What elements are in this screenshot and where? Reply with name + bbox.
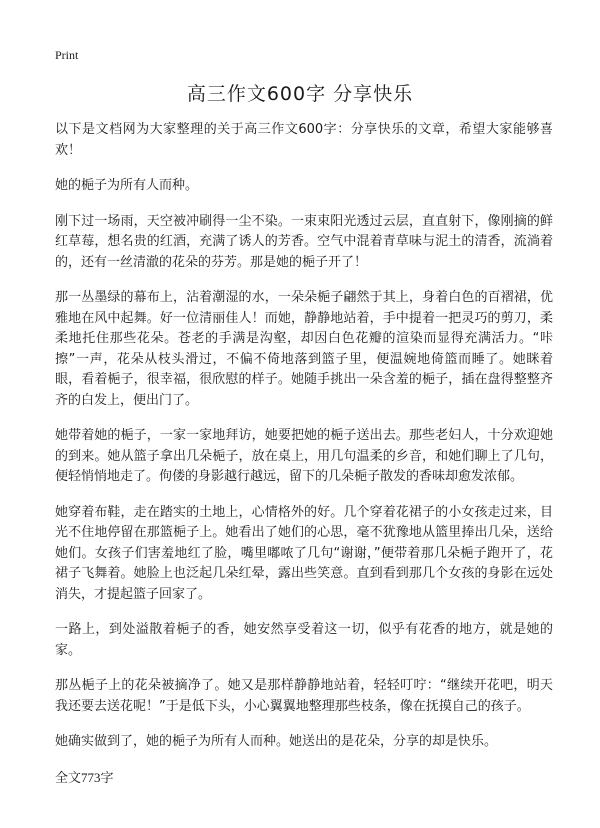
document-body	[55, 120, 553, 803]
body-paragraph: 一路上，到处溢散着梔子的香，她安然享受着这一切，似乎有花香的地方，就是她的家。	[55, 622, 553, 658]
body-paragraph: 她带着她的梔子，一家一家地拜访，她要把她的梔子送出去。那些老妇人，十分欢迎她的到来。她从篮子拿出几朵梔子，放在桌上，用几句温柔的乡音，和她们聊上了几句，便轻悄悄地走了。佝偻的身影越行越远，留下的几朵梔子散发的香味却愈发浓郁。	[55, 428, 553, 484]
body-paragraph: 她确实做到了，她的梔子为所有人而种。她送出的是花朵，分享的却是快乐。	[55, 734, 498, 749]
intro-paragraph: 以下是文档网为大家整理的关于高三作文600字：分享快乐的文章，希望大家能够喜欢！	[55, 122, 553, 158]
document-title: 高三作文600字 分享快乐	[186, 83, 414, 105]
body-paragraph: 那一丛墨绿的幕布上，沾着潮湿的水，一朵朵梔子翩然于其上，身着白色的百褶裙，优雅地在风中起舞。好一位清丽佳人！而她，静静地站着，手中提着一把灵巧的剪刀，柔柔地托住那些花朵。苍老的手满是沟壑，却因白色花瓣的渲染而显得充满活力。“咔擦”一声，花朵从枝头滑过，不偏不倚地落到篮子里，便温婉地倚篮而睡了。她眯着眼，看着梔子，很幸福，很欣慰的样子。她随手挑出一朵含羞的梔子，插在盘得整整齐齐的白发上，便出门了。	[55, 290, 553, 408]
body-paragraph: 她穿着布鞋，走在踏实的土地上，心情格外的好。几个穿着花裙子的小女孩走过来，目光不住地停留在那篮梔子上。她看出了她们的心思，毫不犹豫地从篮里捧出几朵，送给她们。女孩子们害羞地红了脸，嘴里嘟哝了几句“谢谢，”便带着那几朵梔子跑开了，花裙子飞舞着。她脸上也泛起几朵红晕，露出些笑意。直到看到那几个女孩的身影在远处消失，才提起篮子回家了。	[55, 504, 553, 602]
body-paragraph: 她的梔子为所有人而种。	[55, 178, 199, 193]
word-count: 全文773字	[55, 769, 114, 785]
print-link[interactable]: Print	[55, 48, 79, 62]
body-paragraph: 刚下过一场雨，天空被冲刷得一尘不染。一束束阳光透过云层，直直射下，像刚摘的鲜红草莓，想名贵的红酒，充满了诱人的芳香。空气中混着青草味与泥土的清香，流淌着的，还有一丝清澈的花朵的芬芳。那是她的梔子开了！	[55, 213, 553, 270]
body-paragraph: 那丛梔子上的花朵被摘净了。她又是那样静静地站着，轻轻叮咛：“继续开花吧，明天我还要去送花呢！”于是低下头，小心翼翼地整理那些枝条，像在抚摸自己的孩子。	[55, 678, 553, 714]
